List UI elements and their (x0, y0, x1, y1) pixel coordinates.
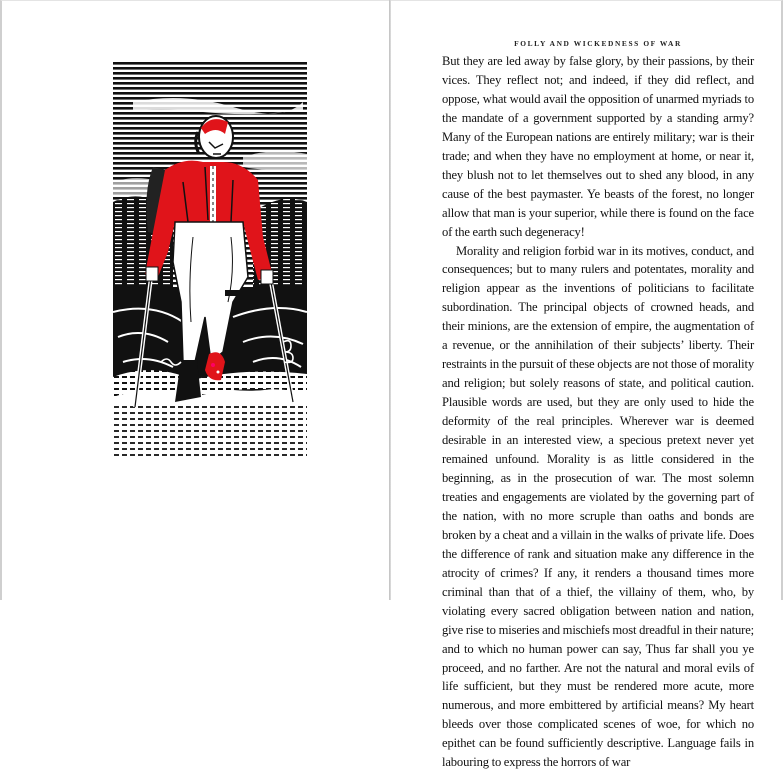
paragraph-2: Morality and religion forbid war in its motives, conduct, and consequences; but to many rulers and potentates, morality and religion appear as the inventions of politicians to facilitate subordination. The principal objects of crowned heads, and their minions, are the extension of empire, the augmentation of a revenue, or the annihilation of their subjects’ liberty. Their restraints in the pursuit of these objects are not those of morality and religion; but solely reasons of state, and political caution. Plausible words are used, but they are only used to hide the deformity of the real principles. Wherever war is deemed desirable in an interested view, a specious pretext never yet remained unfound. Morality is as little considered in the beginning, as in the prosecution of war. The most solemn treaties and engagements are violated by the governing part of the nation, with no more scruple than oaths and bonds are broken by a cheat and a villain in the walks of private life. Does the difference of rank and situation make any difference in the atrocity of crimes? If any, it renders a thousand times more criminal than that of a thief, the villainy of them, who, by violating every sacred obligation between nation and nation, give rise to miseries and mischiefs most dreadful in their nature; and to which no human power can say, Thus far shall you ye proceed, and no farther. Are not the natural and moral evils of life sufficient, but they must be rendered more acute, more numerous, and more embittered by artificial means? My heart bleeds over those complicated scenes of woe, for which no epithet can be found sufficiently descriptive. Language fails in labouring to express the horrors of war (442, 243, 754, 770)
left-page (0, 0, 391, 600)
running-head: FOLLY AND WICKEDNESS OF WAR (514, 39, 682, 48)
soldier-woodcut-image (113, 62, 307, 459)
body-text (442, 52, 754, 772)
woodcut-illustration-wounded-soldier (113, 62, 307, 459)
paragraph-1: But they are led away by false glory, by their passions, by their vices. They reflect not; and indeed, if they did reflect, and oppose, what would avail the opposition of unarmed myriads to the mandate of a government supported by a standing army? Many of the European nations are entirely military; war is their trade; and when they have no employment at home, or near it, they blush not to let themselves out to shed any blood, in any cause of the best paymaster. Ye beasts of the forest, no longer allow that man is your superior, while there is found on the face of the earth such degeneracy! (442, 54, 754, 239)
